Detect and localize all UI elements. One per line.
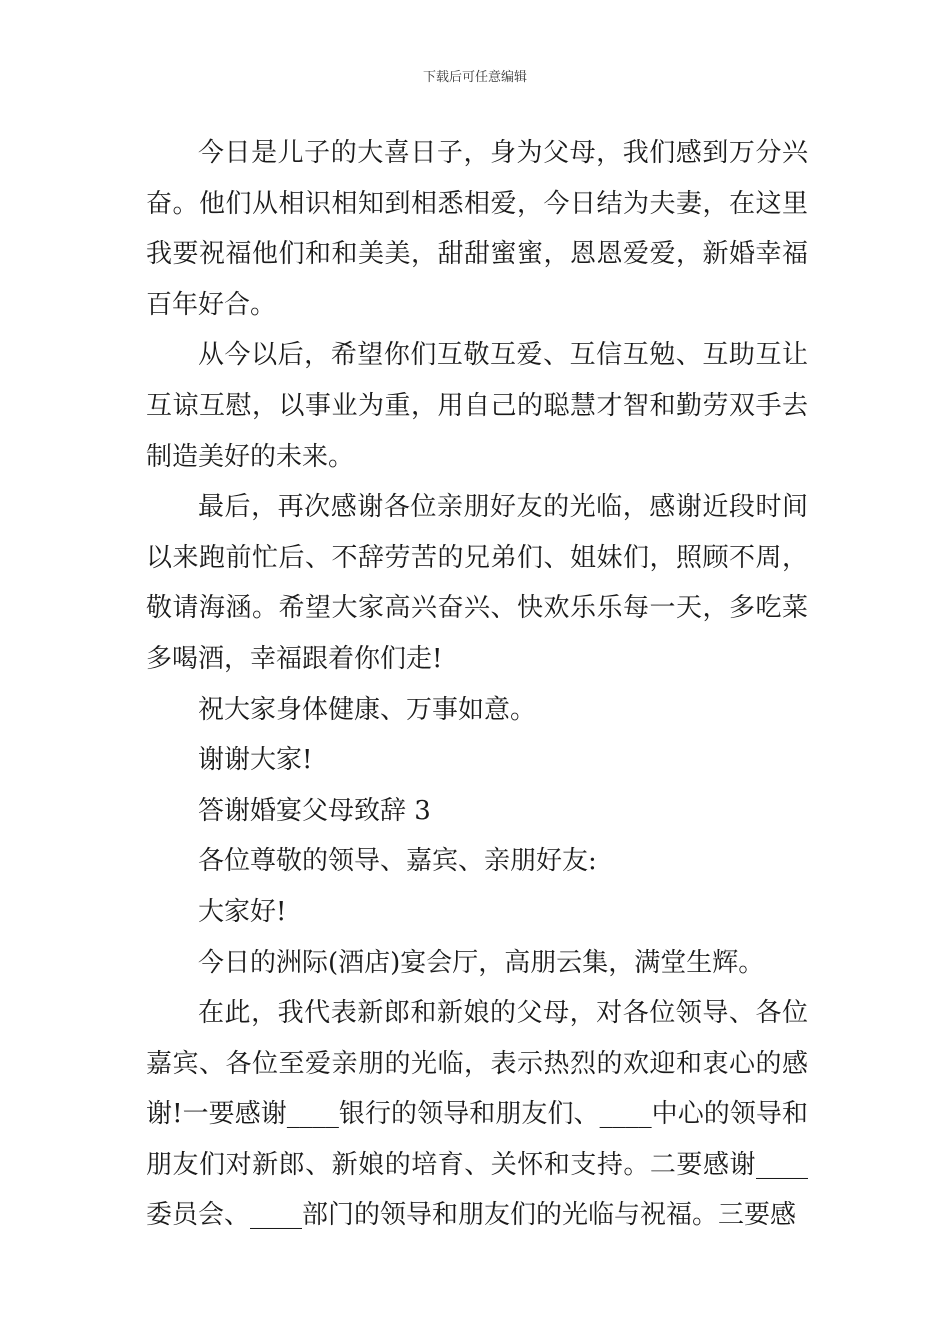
paragraph-9: 今日的洲际(酒店)宴会厅，高朋云集，满堂生辉。: [198, 947, 765, 978]
paragraph-3: 最后，再次感谢各位亲朋好友的光临，感谢近段时间以来跑前忙后、不辞劳苦的兄弟们、姐妹们，照顾不周，敬请海涵。希望大家高兴奋兴、快欢乐乐每一天，多吃菜多喝酒，幸福跟着你们走!: [146, 492, 808, 674]
paragraph-1: 今日是儿子的大喜日子，身为父母，我们感到万分兴奋。他们从相识相知到相悉相爱，今日结为夫妻，在这里我要祝福他们和和美美，甜甜蜜蜜，恩恩爱爱，新婚幸福百年好合。: [146, 138, 808, 320]
paragraph-5: 谢谢大家!: [198, 745, 313, 776]
page-header-note: 下载后可任意编辑: [422, 70, 527, 85]
document-body: [146, 128, 808, 1241]
section-title: 答谢婚宴父母致辞 3: [198, 795, 431, 826]
paragraph-10: 在此，我代表新郎和新娘的父母，对各位领导、各位嘉宾、各位至爱亲朋的光临，表示热烈的欢迎和衷心的感谢!一要感谢____银行的领导和朋友们、____中心的领导和朋友们对新郎、新娘的培育、关怀和支持。二要感谢____委员会、____部门的领导和朋友们的光临与祝福。三要感: [146, 998, 808, 1231]
paragraph-4: 祝大家身体健康、万事如意。: [198, 694, 537, 725]
salutation: 各位尊敬的领导、嘉宾、亲朋好友:: [198, 846, 597, 877]
paragraph-2: 从今以后，希望你们互敬互爱、互信互勉、互助互让互谅互慰，以事业为重，用自己的聪慧才智和勤劳双手去制造美好的未来。: [146, 340, 808, 472]
greeting: 大家好!: [198, 896, 287, 927]
